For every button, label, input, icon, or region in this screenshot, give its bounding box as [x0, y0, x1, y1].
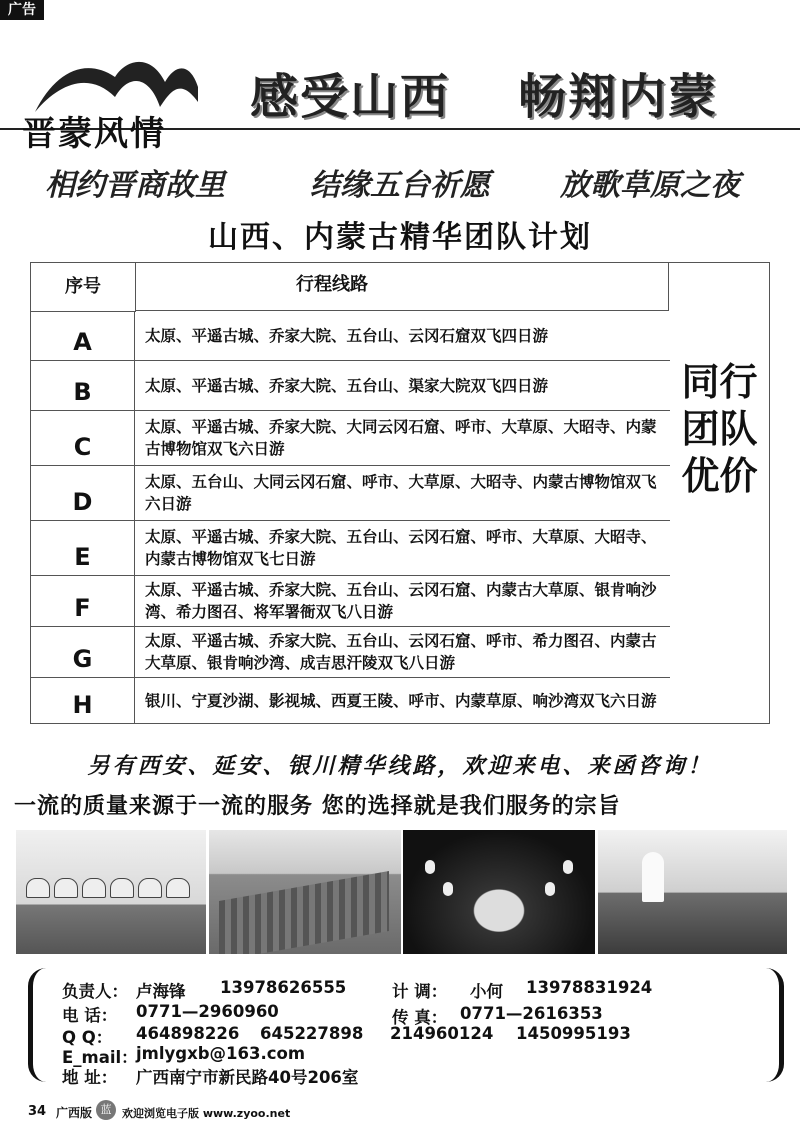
- route-code: F: [31, 576, 135, 626]
- contact-box: [40, 968, 772, 1087]
- manager-label: 负责人：: [62, 982, 128, 1001]
- table-row: [31, 411, 670, 466]
- email-label: E_mail：: [62, 1048, 138, 1067]
- side-panel: [670, 263, 769, 723]
- table-row: [31, 521, 670, 576]
- route-code: G: [31, 627, 135, 677]
- qq-label: Q Q：: [62, 1028, 113, 1047]
- dispatcher-phone[interactable]: 13978831924: [526, 978, 653, 997]
- wutai-stupa-photo: [598, 830, 787, 954]
- slogan: 相约晋商故里: [45, 168, 225, 203]
- route-code: B: [31, 361, 135, 410]
- plan-title: 山西、内蒙古精华团队计划: [208, 220, 592, 255]
- route-description: 太原、平遥古城、乔家大院、五台山、渠家大院双飞四日游: [145, 376, 549, 395]
- qq-number: 1450995193: [516, 1024, 631, 1043]
- slogan: 结缘五台祈愿: [310, 168, 490, 203]
- page-number: 34: [28, 1104, 47, 1119]
- manager-phone[interactable]: 13978626555: [220, 978, 347, 997]
- edition-logo-icon: 蓝: [96, 1100, 116, 1120]
- page-footer: [0, 1104, 800, 1126]
- additional-routes-note: 另有西安、延安、银川精华线路，欢迎来电、来函咨询！: [87, 753, 713, 779]
- route-code: A: [31, 311, 135, 360]
- tel-label: 电 话：: [62, 1006, 118, 1025]
- courtyard-lanterns-photo: [403, 830, 595, 954]
- tel-value[interactable]: 0771—2960960: [136, 1002, 279, 1021]
- manager-name: 卢海锋: [136, 982, 186, 1001]
- headline-left: 感受山西: [250, 69, 451, 125]
- route-description: 太原、平遥古城、乔家大院、大同云冈石窟、呼市、大草原、大昭寺、内蒙古博物馆双飞六日游: [145, 418, 657, 458]
- route-description: 太原、平遥古城、乔家大院、五台山、云冈石窟双飞四日游: [145, 326, 549, 345]
- photo-strip: [16, 830, 787, 954]
- ancient-city-wall-photo: [209, 830, 401, 954]
- group-discount-note: 同行团队优价: [681, 360, 758, 498]
- qq-number: 214960124: [390, 1024, 494, 1043]
- route-code: H: [31, 678, 135, 723]
- route-code: E: [31, 521, 135, 575]
- route-code: C: [31, 411, 135, 465]
- fax-value: 0771—2616353: [460, 1004, 603, 1023]
- brand-title: 晋蒙风情: [22, 114, 166, 154]
- itinerary-table: [30, 262, 770, 724]
- address-label: 地 址：: [62, 1068, 118, 1087]
- edition-label: 广西版: [56, 1106, 93, 1120]
- qq-number: 464898226: [136, 1024, 240, 1043]
- table-row: [31, 678, 670, 723]
- headline-right: 畅翔内蒙: [518, 69, 719, 125]
- header: [0, 22, 800, 154]
- table-row: [31, 466, 670, 521]
- fax-label: 传 真：: [392, 1008, 448, 1027]
- table-row: [31, 311, 670, 361]
- grassland-yurts-photo: [16, 830, 206, 954]
- qq-number: 645227898: [260, 1024, 364, 1043]
- email-link[interactable]: jmlygxb@163.com: [136, 1044, 306, 1063]
- route-description: 银川、宁夏沙湖、影视城、西夏王陵、呼市、内蒙草原、响沙湾双飞六日游: [145, 691, 657, 710]
- table-row: [31, 576, 670, 627]
- ad-tag: 广告: [0, 0, 44, 20]
- dispatcher-name: 小何: [470, 982, 503, 1001]
- address-value: 广西南宁市新民路40号206室: [136, 1068, 359, 1087]
- slogans: [0, 150, 800, 203]
- route-description: 太原、平遥古城、乔家大院、五台山、云冈石窟、呼市、大草原、大昭寺、内蒙古博物馆双飞七日游: [145, 528, 657, 568]
- route-description: 太原、平遥古城、乔家大院、五台山、云冈石窟、呼市、希力图召、内蒙古大草原、银肯响沙湾、成吉思汗陵双飞八日游: [145, 632, 657, 672]
- slogan: 放歌草原之夜: [560, 168, 740, 203]
- service-slogan: 一流的质量来源于一流的服务 您的选择就是我们服务的宗旨: [14, 794, 621, 819]
- footer-website[interactable]: 欢迎浏览电子版 www.zyoo.net: [122, 1107, 291, 1120]
- route-description: 太原、五台山、大同云冈石窟、呼市、大草原、大昭寺、内蒙古博物馆双飞六日游: [145, 473, 657, 513]
- column-header-route: 行程线路: [136, 263, 669, 311]
- route-code: D: [31, 466, 135, 520]
- table-row: [31, 627, 670, 678]
- column-header-seq: 序号: [31, 263, 136, 312]
- dispatcher-label: 计 调：: [392, 982, 448, 1001]
- table-row: [31, 361, 670, 411]
- route-description: 太原、平遥古城、乔家大院、五台山、云冈石窟、内蒙古大草原、银肯响沙湾、希力图召、将军署衙双飞八日游: [145, 581, 657, 621]
